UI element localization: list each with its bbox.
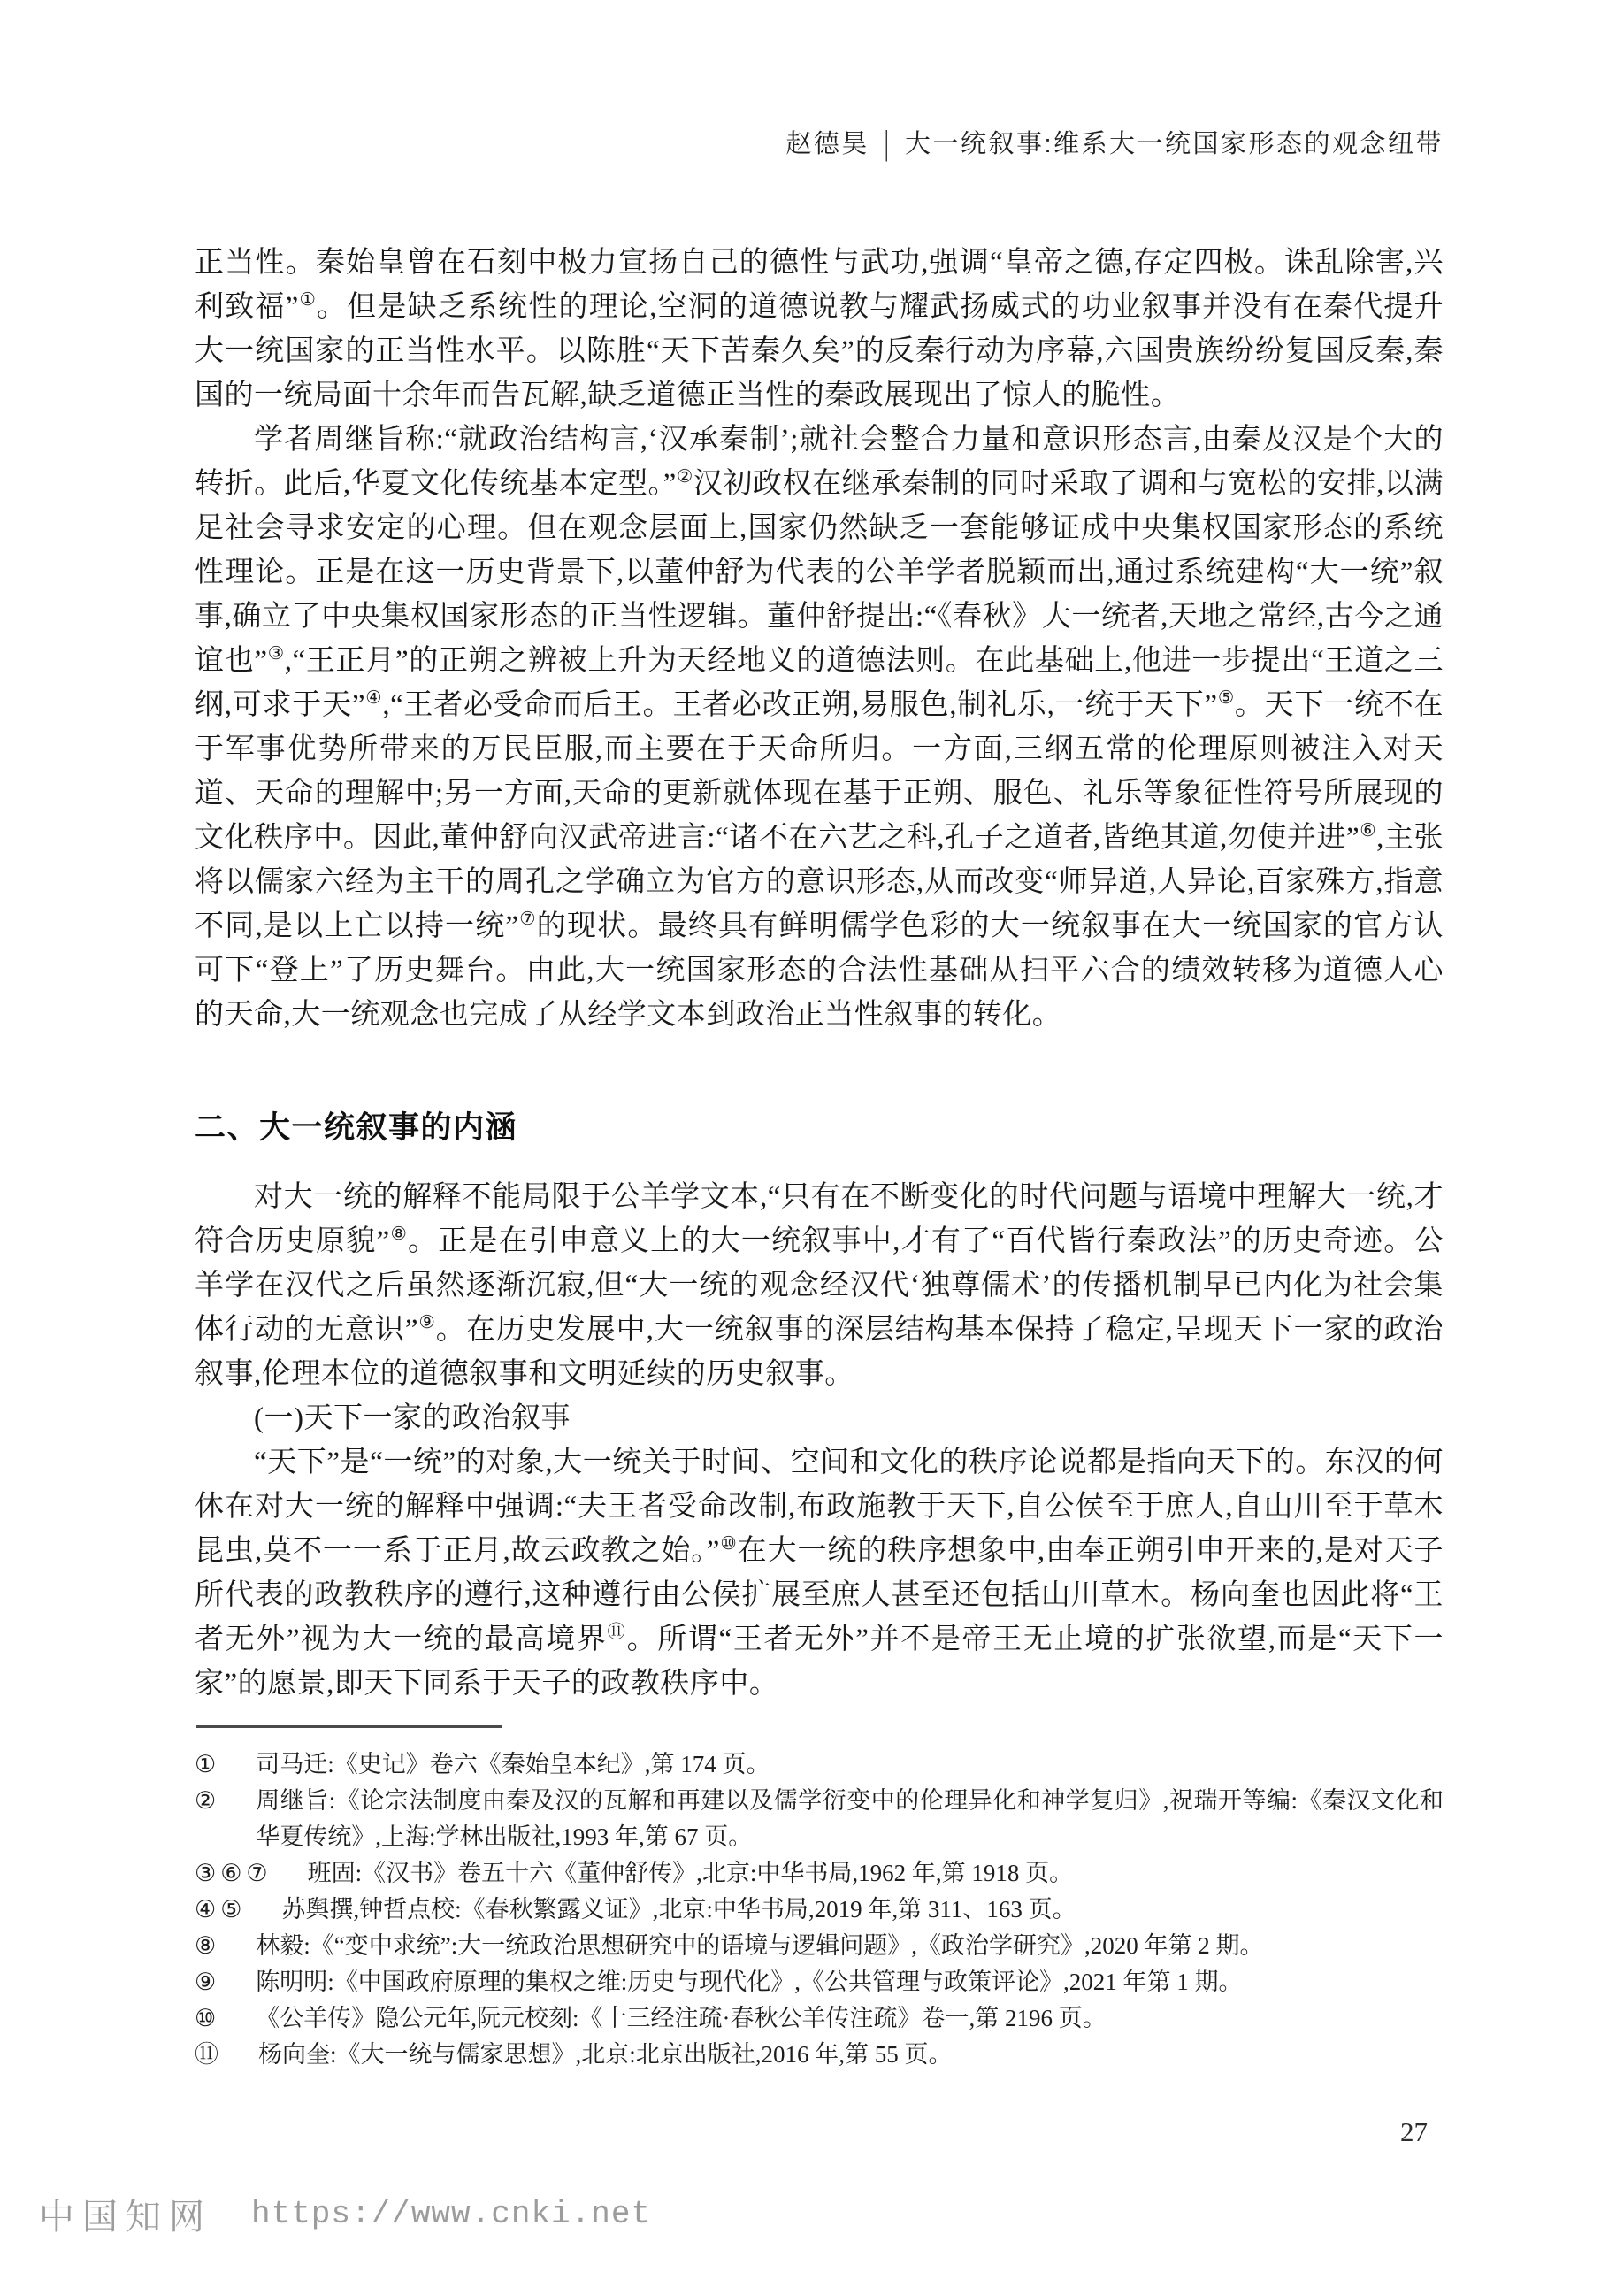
- paragraph: 学者周继旨称:“就政治结构言,‘汉承秦制’;就社会整合力量和意识形态言,由秦及汉是个大的转折。此后,华夏文化传统基本定型。”②汉初政权在继承秦制的同时采取了调和与宽松的安排,以满足社会寻求安定的心理。但在观念层面上,国家仍然缺乏一套能够证成中央集权国家形态的系统性理论。正是在这一历史背景下,以董仲舒为代表的公羊学者脱颖而出,通过系统建构“大一统”叙事,确立了中央集权国家形态的正当性逻辑。董仲舒提出:“《春秋》大一统者,天地之常经,古今之通谊也”③,“王正月”的正朔之辨被上升为天经地义的道德法则。在此基础上,他进一步提出“王道之三纲,可求于天”④,“王者必受命而后王。王者必改正朔,易服色,制礼乐,一统于天下”⑤。天下一统不在于军事优势所带来的万民臣服,而主要在于天命所归。一方面,三纲五常的伦理原则被注入对天道、天命的理解中;另一方面,天命的更新就体现在基于正朔、服色、礼乐等象征性符号所展现的文化秩序中。因此,董仲舒向汉武帝进言:“诸不在六艺之科,孔子之道者,皆绝其道,勿使并进”⑥,主张将以儒家六经为主干的周孔之学确立为官方的意识形态,从而改变“师异道,人异论,百家殊方,指意不同,是以上亡以持一统”⑦的现状。最终具有鲜明儒学色彩的大一统叙事在大一统国家的官方认可下“登上”了历史舞台。由此,大一统国家形态的合法性基础从扫平六合的绩效转移为道德人心的天命,大一统观念也完成了从经学文本到政治正当性叙事的转化。: [195, 424, 1444, 1031]
- footnote-text: 司马迁:《史记》卷六《秦始皇本纪》,第 174 页。: [256, 1751, 770, 1777]
- footnote-marker: ③⑥⑦: [195, 1860, 272, 1886]
- footnote-row: [195, 1892, 1444, 1928]
- footnote-row: [195, 1746, 1444, 1783]
- footnote-marker: ④⑤: [195, 1896, 247, 1923]
- footnote-divider: [196, 1725, 502, 1728]
- footnote-marker: ②: [195, 1787, 221, 1814]
- paragraph: “天下”是“一统”的对象,大一统关于时间、空间和文化的秩序论说都是指向天下的。东汉的何休在对大一统的解释中强调:“夫王者受命改制,布政施教于天下,自公侯至于庶人,自山川至于草木昆虫,莫不一一系于正月,故云政教之始。”⑩在大一统的秩序想象中,由奉正朔引申开来的,是对天子所代表的政教秩序的遵行,这种遵行由公侯扩展至庶人甚至还包括山川草木。杨向奎也因此将“王者无外”视为大一统的最高境界⑪。所谓“王者无外”并不是帝王无止境的扩张欲望,而是“天下一家”的愿景,即天下同系于天子的政教秩序中。: [195, 1447, 1444, 1700]
- footnote-marker: ⑩: [195, 2005, 221, 2031]
- footnotes-section: [195, 1725, 1444, 2073]
- footnote-marker: ⑨: [195, 1969, 221, 1995]
- cnki-watermark: [39, 2189, 651, 2239]
- footnote-text: 林毅:《“变中求统”:大一统政治思想研究中的语境与逻辑问题》,《政治学研究》,2020 年第 2 期。: [256, 1932, 1264, 1959]
- footnote-marker: ⑧: [195, 1932, 221, 1959]
- paragraph-continuation: 正当性。秦始皇曾在石刻中极力宣扬自己的德性与武功,强调“皇帝之德,存定四极。诛乱除害,兴利致福”①。但是缺乏系统性的理论,空洞的道德说教与耀武扬威式的功业叙事并没有在秦代提升大一统国家的正当性水平。以陈胜“天下苦秦久矣”的反秦行动为序幕,六国贵族纷纷复国反秦,秦国的一统局面十余年而告瓦解,缺乏道德正当性的秦政展现出了惊人的脆性。: [195, 247, 1444, 411]
- cnki-watermark-name: 中国知网: [39, 2197, 212, 2237]
- footnote-text: 班固:《汉书》卷五十六《董仲舒传》,北京:中华书局,1962 年,第 1918 页。: [307, 1860, 1074, 1886]
- footnote-marker: ①: [195, 1751, 221, 1777]
- footnote-text: 陈明明:《中国政府原理的集权之维:历史与现代化》,《公共管理与政策评论》,2021 年第 1 期。: [256, 1969, 1243, 1995]
- running-head-title: 大一统叙事:维系大一统国家形态的观念纽带: [904, 130, 1444, 158]
- footnote-row: [195, 1783, 1444, 1855]
- footnote-row: [195, 2000, 1444, 2037]
- footnote-text: 苏舆撰,钟哲点校:《春秋繁露义证》,北京:中华书局,2019 年,第 311、163 页。: [281, 1896, 1076, 1923]
- footnote-row: [195, 2037, 1444, 2073]
- article-body: [195, 241, 1444, 1706]
- footnote-text: 杨向奎:《大一统与儒家思想》,北京:北京出版社,2016 年,第 55 页。: [258, 2041, 953, 2068]
- section-heading: 二、大一统叙事的内涵: [195, 1110, 518, 1145]
- footnote-text: 《公羊传》隐公元年,阮元校刻:《十三经注疏·春秋公羊传注疏》卷一,第 2196 页。: [256, 2005, 1107, 2031]
- page-number: 27: [1400, 2116, 1428, 2147]
- subsection-heading: (一)天下一家的政治叙事: [254, 1402, 571, 1434]
- footnote-row: [195, 1928, 1444, 1964]
- running-head-author: 赵德昊: [785, 130, 869, 158]
- footnote-marker: ⑪: [195, 2041, 223, 2068]
- running-head-separator: |: [884, 126, 890, 163]
- paragraph: 对大一统的解释不能局限于公羊学文本,“只有在不断变化的时代问题与语境中理解大一统,才符合历史原貌”⑧。正是在引申意义上的大一统叙事中,才有了“百代皆行秦政法”的历史奇迹。公羊学在汉代之后虽然逐渐沉寂,但“大一统的观念经汉代‘独尊儒术’的传播机制早已内化为社会集体行动的无意识”⑨。在历史发展中,大一统叙事的深层结构基本保持了稳定,呈现天下一家的政治叙事,伦理本位的道德叙事和文明延续的历史叙事。: [195, 1181, 1444, 1390]
- footnote-text: 周继旨:《论宗法制度由秦及汉的瓦解和再建以及儒学衍变中的伦理异化和神学复归》,祝瑞开等编:《秦汉文化和华夏传统》,上海:学林出版社,1993 年,第 67 页。: [256, 1787, 1444, 1850]
- running-head: [195, 124, 1444, 163]
- footnote-row: [195, 1855, 1444, 1892]
- footnote-row: [195, 1964, 1444, 2000]
- cnki-watermark-url: https://www.cnki.net: [251, 2196, 652, 2232]
